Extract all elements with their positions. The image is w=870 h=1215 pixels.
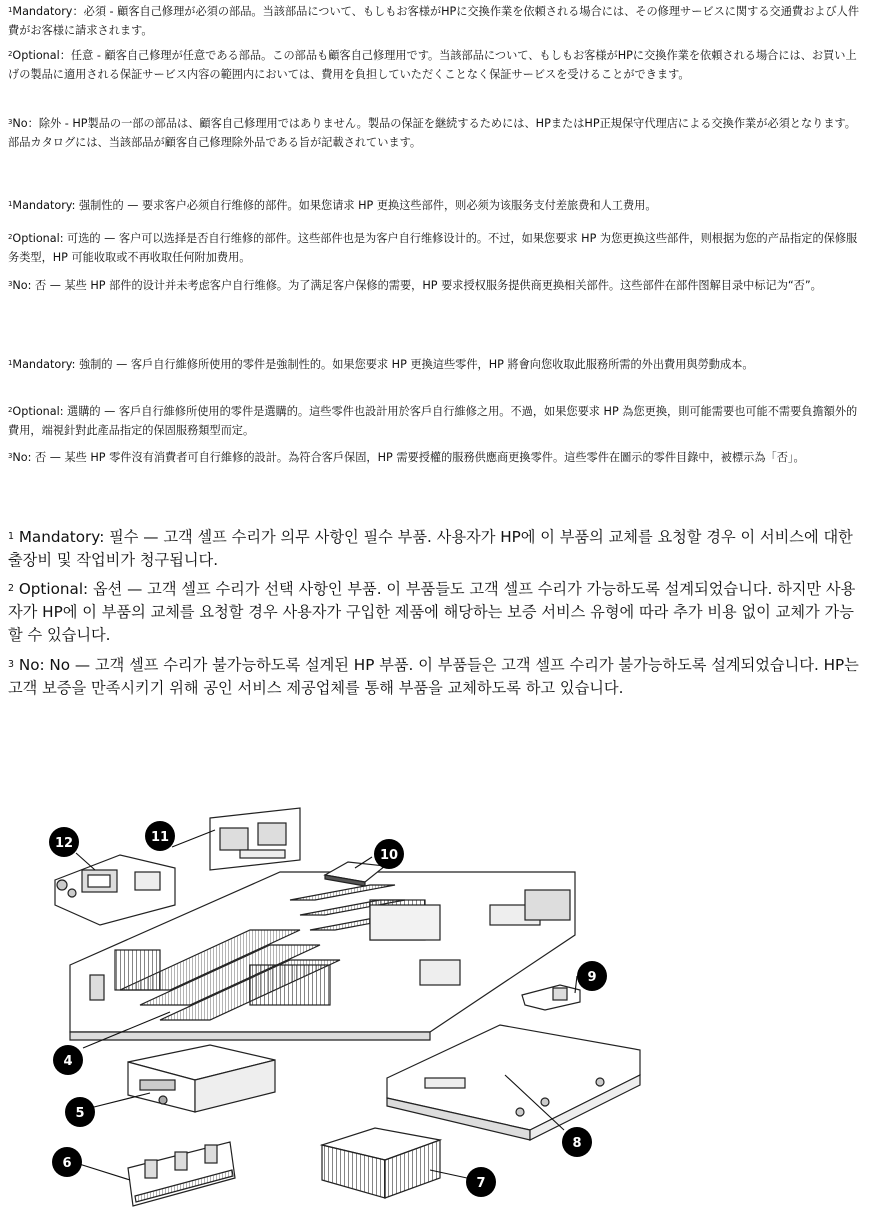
- callout-9: [577, 961, 607, 991]
- note-text: : 否 — 某些 HP 零件沒有消費者可自行維修的設計。為符合客戶保固，HP 需要授權的服務供應商更換零件。這些零件在圖示的零件目錄中，被標示為「否」。: [27, 451, 805, 464]
- note-ko-3: [8, 654, 864, 700]
- callout-6: [52, 1147, 82, 1177]
- note-term: Optional: [12, 49, 60, 62]
- footnote-marker: 2: [8, 406, 13, 415]
- parts-diagram: [0, 790, 870, 1215]
- callout-5: [65, 1097, 95, 1127]
- note-text: ：除外 - HP製品の一部の部品は、顧客自己修理用ではありません。製品の保証を継続するためには、HPまたはHP正規保守代理店による交換作業が必須となります。部品カタログには、当該部品が顧客自己修理除外品である旨が記載されています。: [8, 117, 856, 149]
- note-text: : 選購的 — 客戶自行維修所使用的零件是選購的。這些零件也設計用於客戶自行維修之用。不過，如果您要求 HP 為您更換，則可能需要也可能不需要負擔額外的費用，端視針對此產品指定的保固服務類型而定。: [8, 405, 858, 437]
- callout-label: 7: [476, 1176, 486, 1191]
- callout-label: 4: [63, 1054, 73, 1069]
- note-zh-tw-1: [8, 355, 864, 374]
- footnote-marker: 1: [8, 359, 13, 368]
- footnote-marker: 2: [8, 583, 14, 595]
- note-zh-cn-1: [8, 196, 864, 215]
- callout-4: [53, 1045, 83, 1075]
- note-zh-cn-3: [8, 276, 864, 295]
- callout-label: 12: [54, 836, 74, 851]
- note-text: : 옵션 — 고객 셀프 수리가 선택 사항인 부품. 이 부품들도 고객 셀프 수리가 가능하도록 설계되었습니다. 하지만 사용자가 HP에 이 부품의 교체를 요청할 경우 사용자가 구입한 제품에 해당하는 보증 서비스 유형에 따라 추가 비용 없이 교체가 가능할 수 있습니다.: [8, 580, 856, 644]
- note-text: : 強制的 — 客戶自行維修所使用的零件是強制性的。如果您要求 HP 更換這些零件，HP 將會向您收取此服務所需的外出費用與勞動成本。: [71, 358, 754, 371]
- note-text: : 强制性的 — 要求客户必须自行维修的部件。如果您请求 HP 更换这些部件，则必须为该服务支付差旅费和人工费用。: [71, 199, 657, 212]
- footnote-marker: 3: [8, 452, 13, 461]
- bracket-illustration: [522, 985, 580, 1010]
- footnote-marker: 1: [8, 6, 13, 15]
- note-term: No: [12, 279, 28, 292]
- note-text: ：必須 - 顧客自己修理が必須の部品。当該部品について、もしもお客様がHPに交換作業を依頼される場合には、その修理サービスに関する交通費および人件費がお客様に請求されます。: [8, 5, 860, 37]
- note-text: ：任意 - 顧客自己修理が任意である部品。この部品も顧客自己修理用です。当該部品について、もしもお客様がHPに交換作業を依頼される場合には、お買い上げの製品に適用される保証サービス内容の範囲内においては、費用を負担していただくことなく保証サービスを受けることができます。: [8, 49, 857, 81]
- dimm-illustration: [128, 1142, 235, 1206]
- note-ja-1: [8, 2, 864, 40]
- hard-drive-illustration: [128, 1045, 275, 1112]
- callout-12: [49, 827, 79, 857]
- note-ja-2: [8, 46, 864, 84]
- note-zh-cn-2: [8, 229, 864, 267]
- note-term: Optional: [18, 580, 84, 598]
- heatsink-illustration: [322, 1128, 440, 1198]
- footnote-marker: 2: [8, 50, 13, 59]
- footnote-marker: 3: [8, 280, 13, 289]
- note-term: Optional: [12, 405, 60, 418]
- footnote-marker: 1: [8, 531, 14, 543]
- footnote-marker: 3: [8, 118, 13, 127]
- footnote-marker: 3: [8, 659, 14, 671]
- note-zh-tw-2: [8, 402, 864, 440]
- note-term: Mandatory: [12, 199, 72, 212]
- callout-label: 9: [587, 970, 597, 985]
- note-text: : 否 — 某些 HP 部件的设计并未考虑客户自行维修。为了满足客户保修的需要，HP 要求授权服务提供商更换相关部件。这些部件在部件图解目录中标记为“否”。: [27, 279, 822, 292]
- note-zh-tw-3: [8, 448, 864, 467]
- note-text: : 필수 — 고객 셀프 수리가 의무 사항인 필수 부품. 사용자가 HP에 이 부품의 교체를 요청할 경우 이 서비스에 대한 출장비 및 작업비가 청구됩니다.: [8, 528, 853, 569]
- note-text: : No — 고객 셀프 수리가 불가능하도록 설계된 HP 부품. 이 부품들은 고객 셀프 수리가 불가능하도록 설계되었습니다. HP는 고객 보증을 만족시키기 위해 공인 서비스 제공업체를 통해 부품을 교체하도록 하고 있습니다.: [8, 656, 859, 697]
- note-term: Optional: [12, 232, 60, 245]
- callout-label: 10: [379, 848, 399, 863]
- io-board-illustration: [55, 855, 175, 925]
- callout-label: 5: [75, 1106, 85, 1121]
- note-term: No: [18, 656, 40, 674]
- note-term: Mandatory: [18, 528, 100, 546]
- riser-board-illustration: [210, 808, 300, 870]
- note-term: No: [12, 117, 28, 130]
- footnote-marker: 1: [8, 200, 13, 209]
- callout-10: [374, 839, 404, 869]
- note-ja-3: [8, 114, 864, 152]
- note-term: No: [12, 451, 28, 464]
- callout-11: [145, 821, 175, 851]
- footnote-marker: 2: [8, 233, 13, 242]
- note-term: Mandatory: [12, 5, 73, 18]
- note-ko-1: [8, 526, 864, 572]
- note-text: : 可选的 — 客户可以选择是否自行维修的部件。这些部件也是为客户自行维修设计的。不过，如果您要求 HP 为您更换这些部件，则根据为您的产品指定的保修服务类型，HP 可能收取或不再收取任何附加费用。: [8, 232, 858, 264]
- callout-label: 6: [62, 1156, 72, 1171]
- callout-label: 8: [572, 1136, 582, 1151]
- note-term: Mandatory: [12, 358, 72, 371]
- callout-8: [562, 1127, 592, 1157]
- note-ko-2: [8, 578, 864, 647]
- callout-7: [466, 1167, 496, 1197]
- callout-label: 11: [150, 830, 170, 845]
